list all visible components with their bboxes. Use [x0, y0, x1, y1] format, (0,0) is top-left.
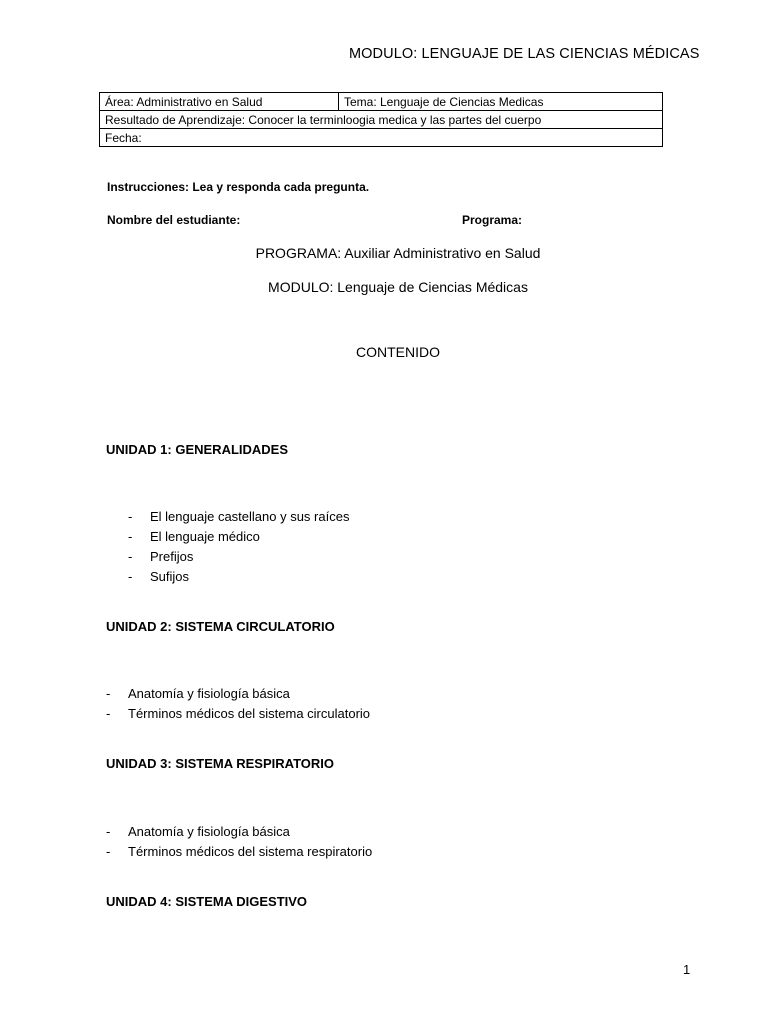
unit-1-title: UNIDAD 1: GENERALIDADES — [106, 442, 289, 457]
contents-title: CONTENIDO — [356, 344, 440, 360]
table-row — [100, 129, 663, 147]
list-item: - El lenguaje médico — [128, 529, 260, 544]
list-item: - Términos médicos del sistema respiratorio — [106, 844, 373, 859]
page-number: 1 — [683, 962, 691, 977]
info-table — [99, 92, 663, 147]
list-item: - Sufijos — [128, 569, 190, 584]
program-title: PROGRAMA: Auxiliar Administrativo en Salud — [255, 245, 541, 261]
tema-cell: Tema: Lenguaje de Ciencias Medicas — [339, 93, 663, 111]
list-item: - Prefijos — [128, 549, 194, 564]
student-name-label: Nombre del estudiante: — [107, 213, 241, 227]
resultado-cell: Resultado de Aprendizaje: Conocer la terminloogia medica y las partes del cuerpo — [100, 111, 663, 129]
module-title: MODULO: Lenguaje de Ciencias Médicas — [268, 279, 528, 295]
document-header: MODULO: LENGUAJE DE LAS CIENCIAS MÉDICAS — [349, 46, 700, 62]
table-row — [100, 93, 663, 111]
program-label: Programa: — [462, 213, 523, 227]
table-row — [100, 111, 663, 129]
list-item: - Términos médicos del sistema circulatorio — [106, 706, 371, 721]
fecha-cell: Fecha: — [100, 129, 663, 147]
unit-3-title: UNIDAD 3: SISTEMA RESPIRATORIO — [106, 756, 335, 771]
unit-2-title: UNIDAD 2: SISTEMA CIRCULATORIO — [106, 619, 335, 634]
list-item: - El lenguaje castellano y sus raíces — [128, 509, 350, 524]
area-cell: Área: Administrativo en Salud — [100, 93, 339, 111]
list-item: - Anatomía y fisiología básica — [106, 824, 290, 839]
unit-4-title: UNIDAD 4: SISTEMA DIGESTIVO — [106, 894, 308, 909]
list-item: - Anatomía y fisiología básica — [106, 686, 290, 701]
instructions: Instrucciones: Lea y responda cada pregunta. — [107, 180, 370, 194]
